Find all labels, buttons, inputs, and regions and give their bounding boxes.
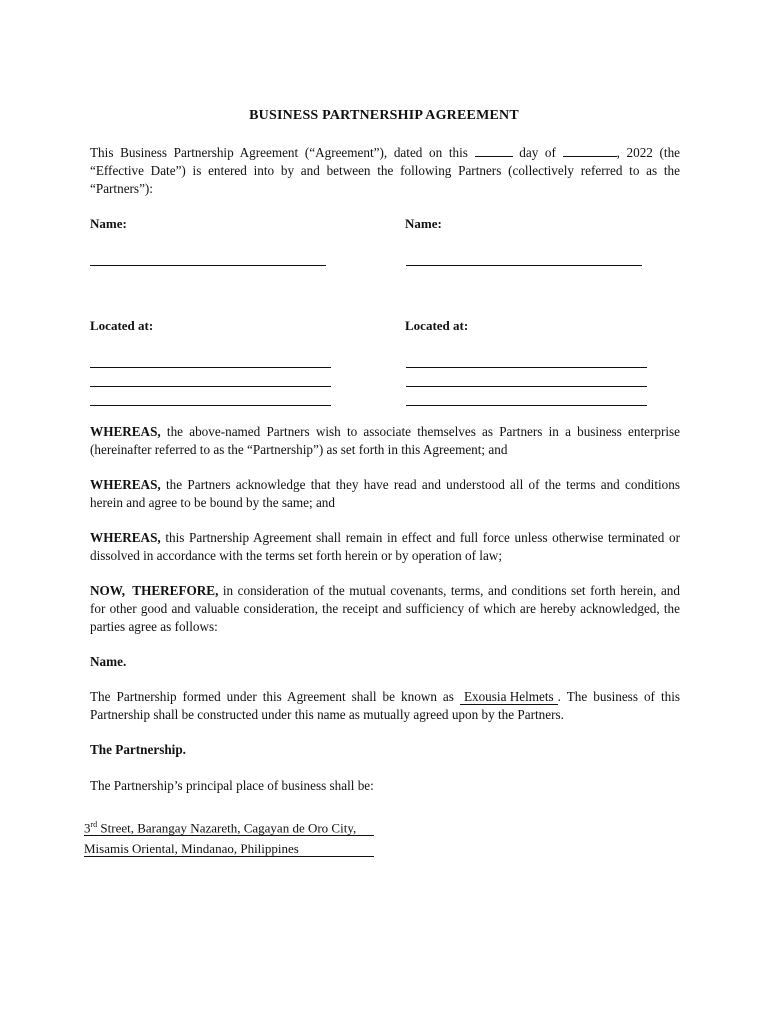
whereas-lead: WHEREAS, — [90, 477, 161, 492]
partner2-location-line-1[interactable] — [406, 367, 647, 368]
partner1-location-line-3[interactable] — [90, 405, 331, 406]
whereas-lead: WHEREAS, — [90, 530, 161, 545]
name-text-after: . The business of this Partnership shall be constructed under this name as mutually agreed upon by the Partners. — [90, 689, 681, 722]
now-therefore-clause — [90, 582, 680, 636]
partner1-location-line-1[interactable] — [90, 367, 331, 368]
partner1-name-label: Name: — [90, 216, 127, 231]
partner2-location-line-2[interactable] — [406, 386, 647, 387]
address-suffix: rd — [90, 820, 98, 829]
intro-paragraph — [90, 144, 680, 198]
partner2-name-label: Name: — [405, 216, 442, 231]
partnership-section-heading: The Partnership. — [90, 742, 186, 757]
intro-text-2: day of — [519, 145, 556, 160]
address-line-1[interactable] — [84, 817, 374, 836]
name-text-before: The Partnership formed under this Agreement shall be known as — [90, 689, 454, 704]
partner2-location-line-3[interactable] — [406, 405, 647, 406]
partner1-location-line-2[interactable] — [90, 386, 331, 387]
whereas-clause-2 — [90, 476, 680, 512]
address-street: Street, Barangay Nazareth, Cagayan de Oro City, — [97, 820, 357, 836]
intro-text-3: , 2022 (the “Effective Date”) is entered into by and between the following Partners (collectively referred to as the “Partners”): — [90, 145, 681, 196]
whereas-clause-3 — [90, 529, 680, 565]
whereas-text: the above-named Partners wish to associate themselves as Partners in a business enterprise (hereinafter referred to as the “Partnership”) as set forth in this Agreement; and — [90, 424, 680, 457]
whereas-clause-1 — [90, 423, 680, 459]
partnership-section-text: The Partnership’s principal place of business shall be: — [90, 778, 374, 793]
business-name-field[interactable]: Exousia Helmets — [460, 690, 558, 705]
page-title: BUSINESS PARTNERSHIP AGREEMENT — [249, 108, 519, 123]
partner1-name-line[interactable] — [90, 265, 326, 266]
intro-text-1: This Business Partnership Agreement (“Agreement”), dated on this — [90, 145, 468, 160]
address-line-2[interactable]: Misamis Oriental, Mindanao, Philippines — [84, 841, 374, 857]
address-number: 3 — [84, 820, 91, 836]
name-section-paragraph — [90, 688, 680, 724]
now-therefore-lead: NOW, THEREFORE, — [90, 583, 219, 598]
whereas-text: the Partners acknowledge that they have read and understood all of the terms and conditions herein and agree to be bound by the same; and — [90, 477, 680, 510]
whereas-text: this Partnership Agreement shall remain in effect and full force unless otherwise terminated or dissolved in accordance with the terms set forth herein or by operation of law; — [90, 530, 680, 563]
now-therefore-text: in consideration of the mutual covenants, terms, and conditions set forth herein, and for other good and valuable consideration, the receipt and sufficiency of which are hereby acknowledged, the parties agree as follows: — [90, 583, 680, 634]
partner2-name-line[interactable] — [406, 265, 642, 266]
month-blank[interactable] — [563, 145, 617, 157]
partner2-location-label: Located at: — [405, 318, 469, 333]
whereas-lead: WHEREAS, — [90, 424, 161, 439]
partner1-location-label: Located at: — [90, 318, 154, 333]
day-blank[interactable] — [475, 145, 513, 157]
name-section-heading: Name. — [90, 654, 127, 669]
